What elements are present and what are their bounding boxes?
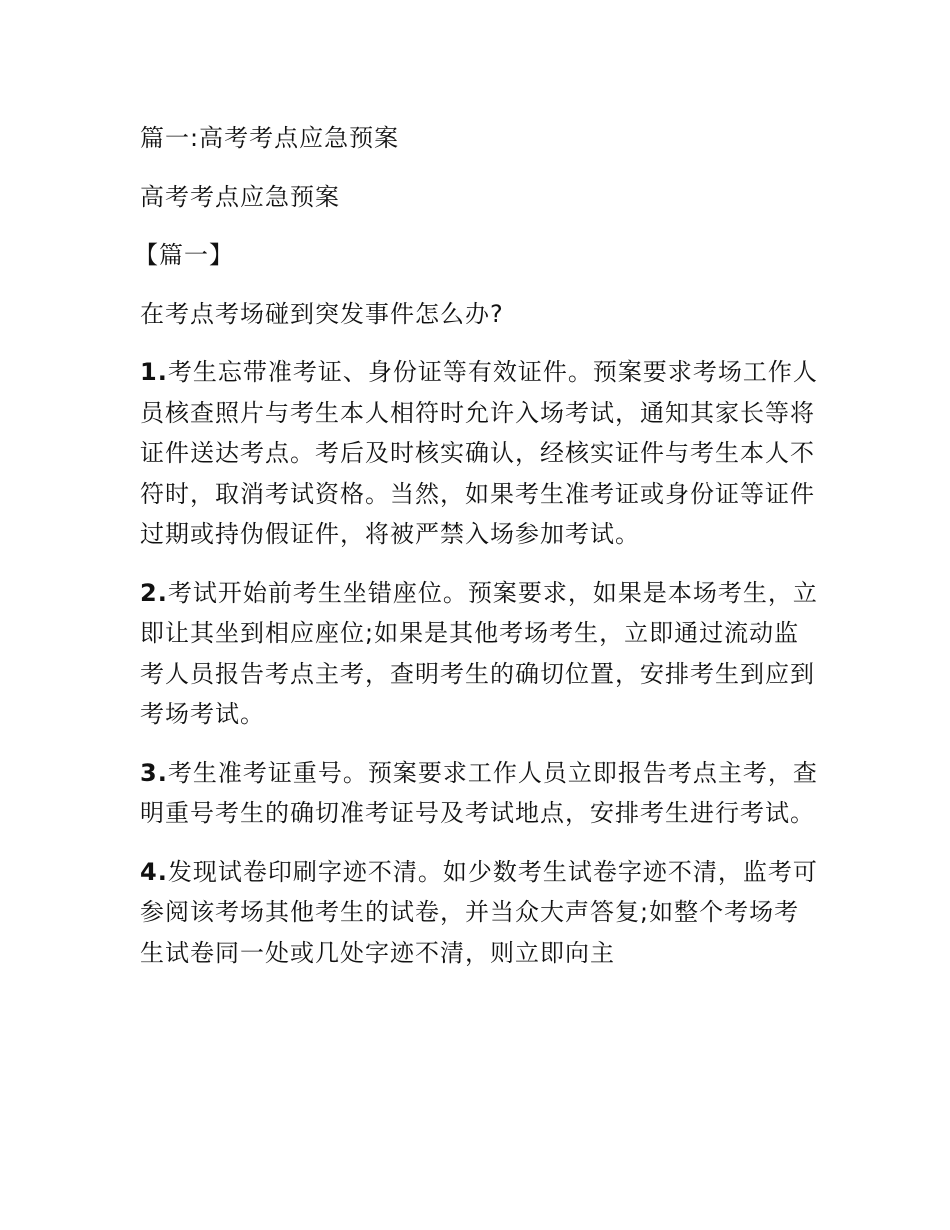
item-text: 考试开始前考生坐错座位。预案要求，如果是本场考生，立即让其坐到相应座位;如果是其他考场考生，立即通过流动监考人员报告考点主考，查明考生的确切位置，安排考生到应到考场考试。 xyxy=(140,578,818,728)
doc-title: 高考考点应急预案 xyxy=(140,182,340,211)
list-item-1 xyxy=(140,352,820,555)
list-item-4 xyxy=(140,852,820,974)
document-page xyxy=(134,118,820,991)
question-heading: 在考点考场碰到突发事件怎么办? xyxy=(140,299,504,328)
item-number: 1. xyxy=(140,358,168,386)
section-title: 篇一:高考考点应急预案 xyxy=(140,124,400,152)
item-number: 2. xyxy=(140,578,168,607)
item-text: 考生忘带准考证、身份证等有效证件。预案要求考场工作人员核查照片与考生本人相符时允许入场考试，通知其家长等将证件送达考点。考后及时核实确认，经核实证件与考生本人不符时，取消考试资格。当然，如果考生准考证或身份证等证件过期或持伪假证件，将被严禁入场参加考试。 xyxy=(140,358,818,548)
item-text: 考生准考证重号。预案要求工作人员立即报告考点主考，查明重号考生的确切准考证号及考试地点，安排考生进行考试。 xyxy=(140,758,818,827)
list-item-3 xyxy=(140,753,820,834)
item-number: 3. xyxy=(140,758,168,787)
list-item-2 xyxy=(140,573,820,735)
part-label: 【篇一】 xyxy=(134,241,234,269)
item-text: 发现试卷印刷字迹不清。如少数考生试卷字迹不清，监考可参阅该考场其他考生的试卷，并当众大声答复;如整个考场考生试卷同一处或几处字迹不清，则立即向主 xyxy=(140,857,818,967)
item-number: 4. xyxy=(140,857,168,886)
